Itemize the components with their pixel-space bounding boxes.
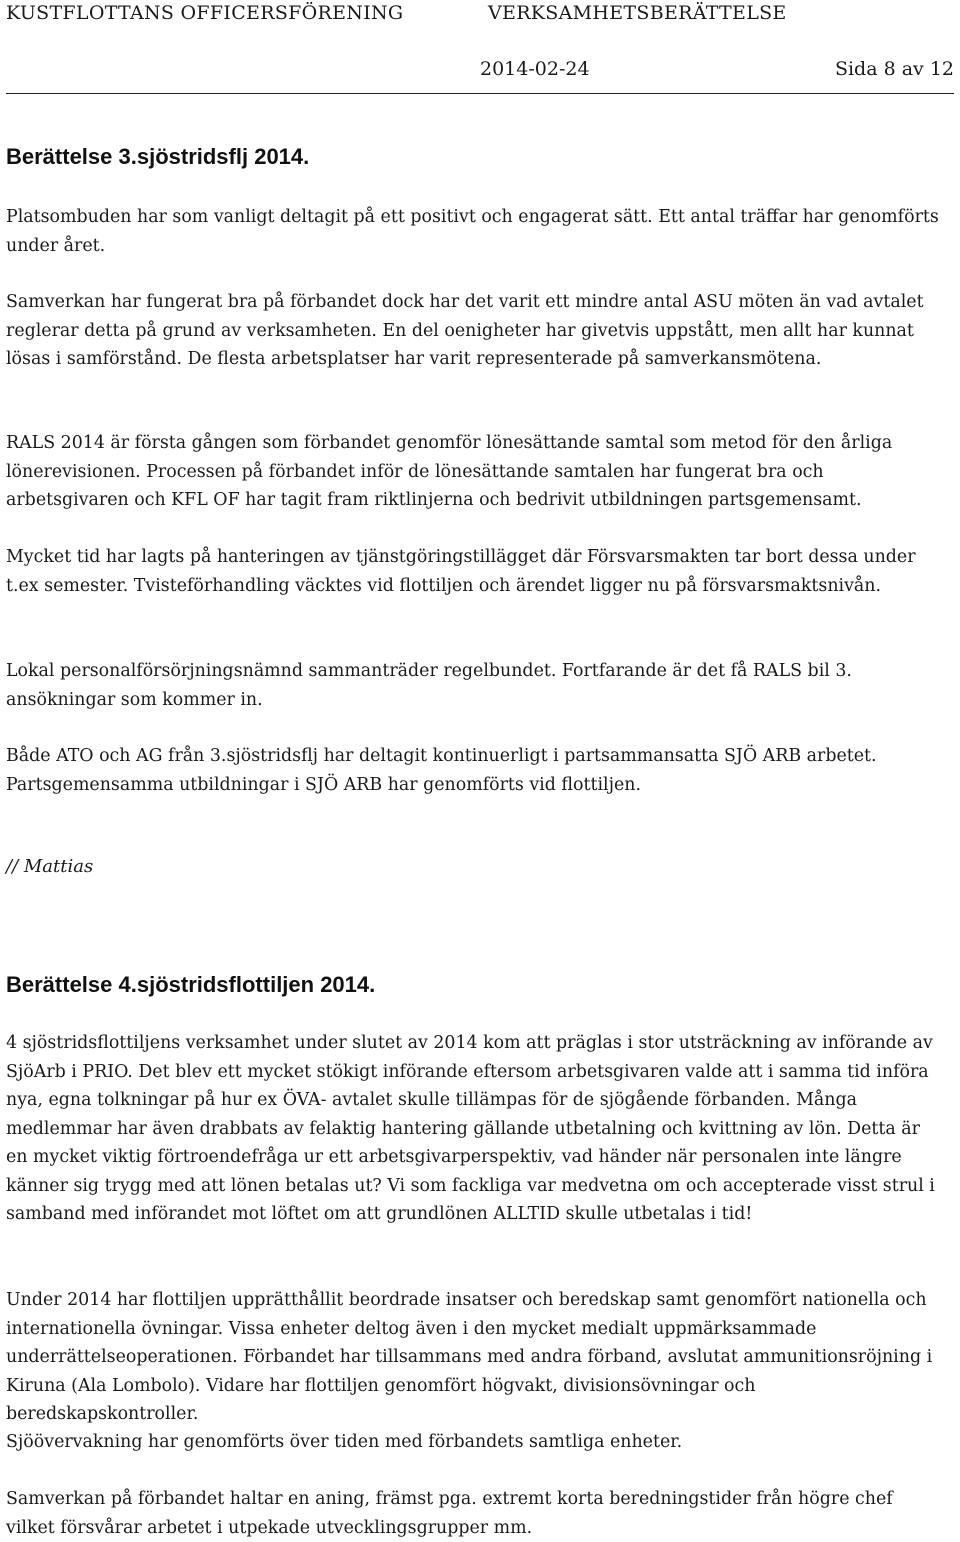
paragraph: Sjöövervakning har genomförts över tiden med förbandets samtliga enheter. xyxy=(6,1432,683,1452)
paragraph: Lokal personalförsörjningsnämnd sammanträder regelbundet. Fortfarande är det få RALS bil 3. ansökningar som kommer in. xyxy=(6,661,852,710)
header-divider xyxy=(6,93,954,94)
header-top-row xyxy=(6,2,950,28)
section-heading-3-sjostridsflj: Berättelse 3.sjöstridsflj 2014. xyxy=(6,144,310,169)
paragraph: Samverkan har fungerat bra på förbandet dock har det varit ett mindre antal ASU möten än vad avtalet reglerar detta på grund av verksamheten. En del oenigheter har givetvis uppstått, men allt har kunnat lösas i samförstånd. De flesta arbetsplatser har varit representerade på samverkansmötena. xyxy=(6,292,924,369)
paragraph: Samverkan på förbandet haltar en aning, främst pga. extremt korta beredningstider från högre chef vilket försvårar arbetet i utpekade utvecklingsgrupper mm. xyxy=(6,1489,893,1538)
document-title: VERKSAMHETSBERÄTTELSE xyxy=(488,2,787,24)
document-date: 2014-02-24 xyxy=(480,58,590,80)
paragraph: Under 2014 har flottiljen upprätthållit beordrade insatser och beredskap samt genomfört nationella och internationella övningar. Vissa enheter deltog även i den mycket medialt uppmärksammade underrättelseoperationen. Förbandet har tillsammans med andra förband, avslutat ammunitionsröjning i Kiruna (Ala Lombolo). Vidare har flottiljen genomfört högvakt, divisionsövningar och beredskapskontroller. xyxy=(6,1290,933,1424)
paragraph: Platsombuden har som vanligt deltagit på ett positivt och engagerat sätt. Ett antal träffar har genomförts under året. xyxy=(6,207,939,256)
paragraph: RALS 2014 är första gången som förbandet genomför lönesättande samtal som metod för den årliga lönerevisionen. Processen på förbandet inför de lönesättande samtalen har fungerat bra och arbetsgivaren och KFL OF har tagit fram riktlinjerna och bedrivit utbildningen partsgemensamt. xyxy=(6,433,893,510)
page-number: Sida 8 av 12 xyxy=(834,58,954,80)
section-heading-4-sjostridsflottiljen: Berättelse 4.sjöstridsflottiljen 2014. xyxy=(6,972,376,997)
paragraph: 4 sjöstridsflottiljens verksamhet under slutet av 2014 kom att präglas i stor utsträckning av införande av SjöArb i PRIO. Det blev ett mycket stökigt införande eftersom arbetsgivaren valde att i samma tid införa nya, egna tolkningar på hur ex ÖVA- avtalet skulle tillämpas för de sjögående förbanden. Många medlemmar har även drabbats av felaktig hantering gällande utbetalning och kvittning av lön. Detta är en mycket viktig förtroendefråga ur ett arbetsgivarperspektiv, vad händer när personalen inte längre känner sig trygg med att lönen betalas ut? Vi som fackliga var medvetna om och accepterade visst strul i samband med införandet mot löftet om att grundlönen ALLTID skulle utbetalas i tid! xyxy=(6,1033,935,1224)
signature: // Mattias xyxy=(6,856,94,877)
organization-name: KUSTFLOTTANS OFFICERSFÖRENING xyxy=(6,2,404,24)
paragraph: Mycket tid har lagts på hanteringen av tjänstgöringstillägget där Försvarsmakten tar bort dessa under t.ex semester. Tvisteförhandling väcktes vid flottiljen och ärendet ligger nu på försvarsmaktsnivån. xyxy=(6,547,916,596)
paragraph: Både ATO och AG från 3.sjöstridsflj har deltagit kontinuerligt i partsammansatta SJÖ ARB arbetet. Partsgemensamma utbildningar i SJÖ ARB har genomförts vid flottiljen. xyxy=(6,746,877,795)
header-bottom-row xyxy=(480,58,954,84)
